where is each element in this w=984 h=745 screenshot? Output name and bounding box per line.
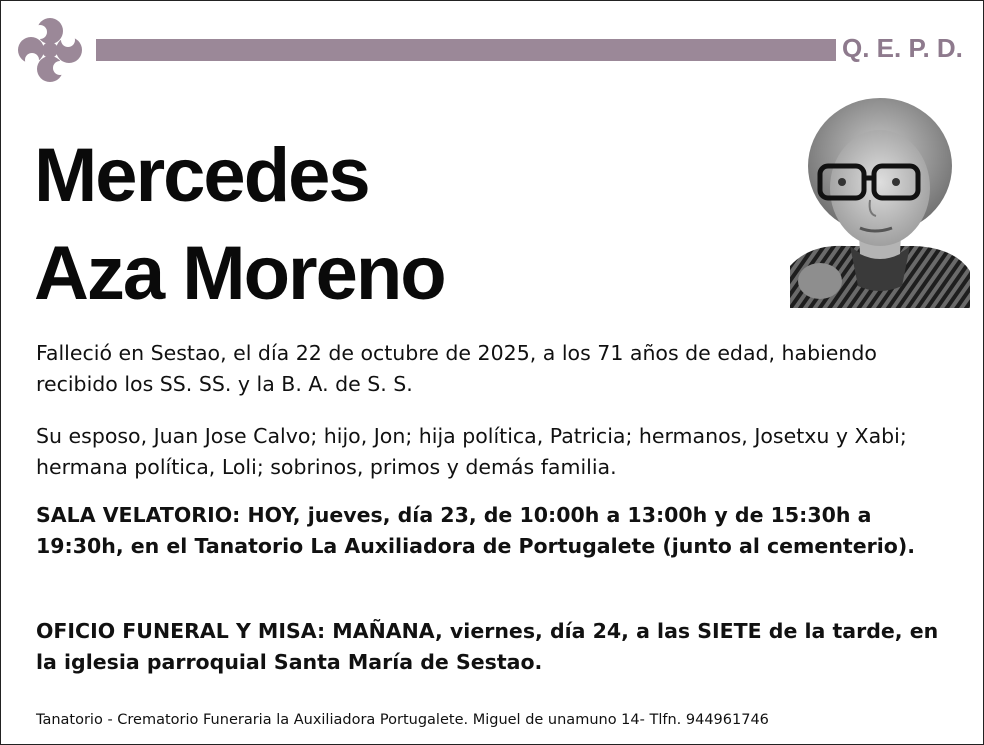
qepd-label: Q. E. P. D.	[842, 33, 963, 63]
header-bar	[96, 39, 836, 61]
family-paragraph: Su esposo, Juan Jose Calvo; hijo, Jon; hija política, Patricia; hermanos, Josetxu y Xabi; hermana política, Loli; sobrinos, primos y demás familia.	[36, 424, 907, 479]
portrait-photo	[790, 96, 970, 308]
deceased-first-name: Mercedes	[34, 133, 369, 218]
death-notice-paragraph: Falleció en Sestao, el día 22 de octubre de 2025, a los 71 años de edad, habiendo recibido los SS. SS. y la B. A. de S. S.	[36, 341, 877, 396]
deceased-surname: Aza Moreno	[34, 231, 445, 316]
wake-paragraph: SALA VELATORIO: HOY, jueves, día 23, de 10:00h a 13:00h y de 15:30h a 19:30h, en el Tanatorio La Auxiliadora de Portugalete (junto al cementerio).	[36, 503, 915, 558]
lauburu-icon	[12, 12, 88, 88]
funeral-paragraph: OFICIO FUNERAL Y MISA: MAÑANA, viernes, día 24, a las SIETE de la tarde, en la iglesia parroquial Santa María de Sestao.	[36, 619, 939, 674]
funeral-home-footer: Tanatorio - Crematorio Funeraria la Auxiliadora Portugalete. Miguel de unamuno 14- Tlfn. 944961746	[36, 712, 769, 728]
